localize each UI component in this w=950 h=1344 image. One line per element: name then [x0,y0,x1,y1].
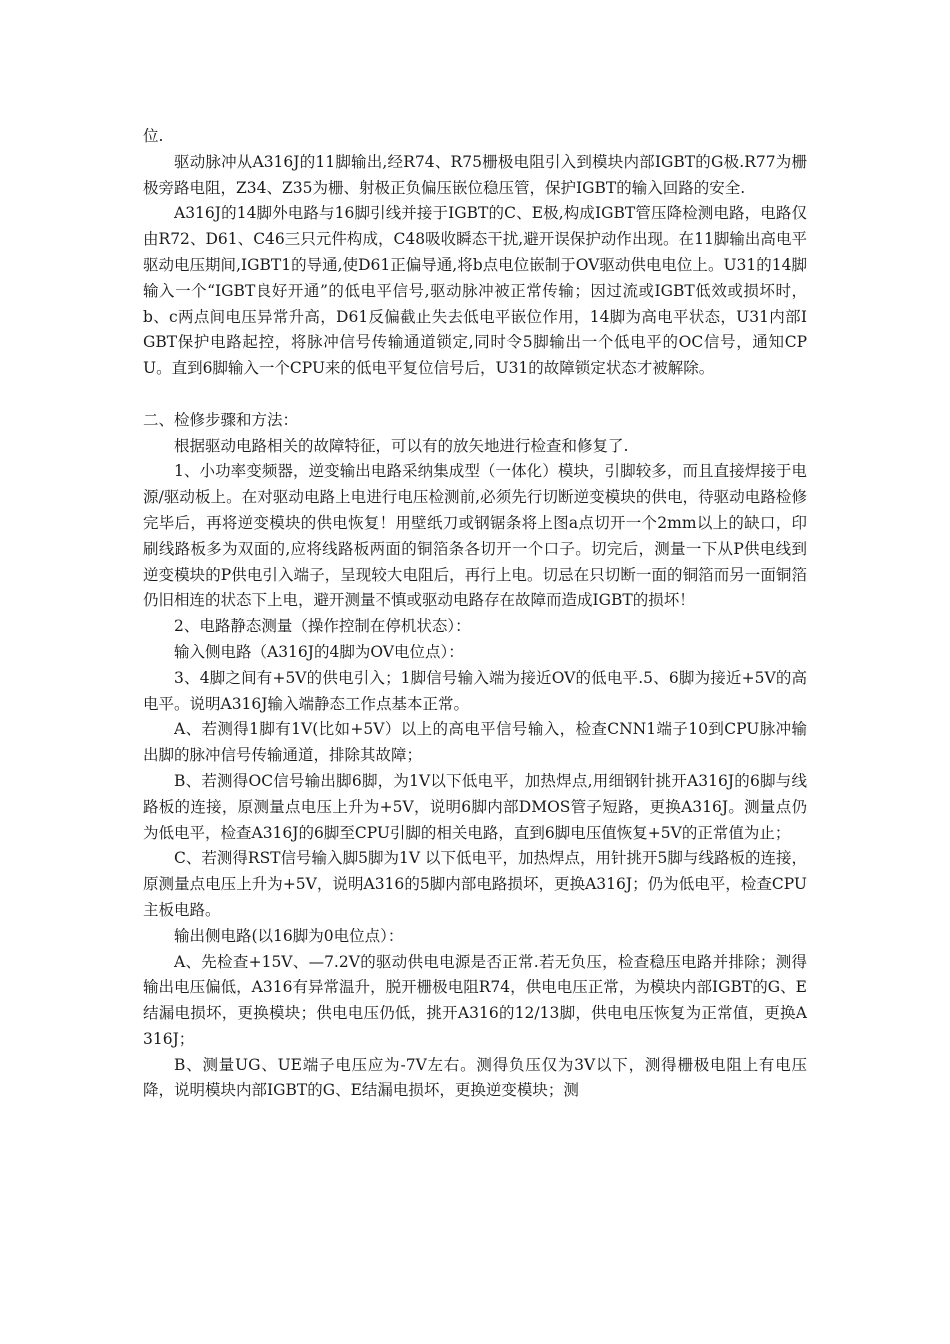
paragraph-output-side: 输出侧电路(以16脚为0电位点）： [174,926,404,945]
paragraph-pins-3-4: 3、4脚之间有+5V的供电引入；1脚信号输入端为接近OV的低电平.5、6脚为接近+5V的高电平。说明A316J输入端静态工作点基本正常。 [143,668,807,713]
paragraph-case-c-input: C、若测得RST信号输入脚5脚为1V 以下低电平，加热焊点，用针挑开5脚与线路板的连接，原测量点电压上升为+5V，说明A316的5脚内部电路损坏，更换A316J；仍为低电平，检查CPU主板电路。 [143,849,807,919]
paragraph-case-a-input: A、若测得1脚有1V(比如+5V）以上的高电平信号输入，检查CNN1端子10到CPU脉冲输出脚的脉冲信号传输通道，排除其故障； [143,720,807,765]
paragraph-continuation: 位. [143,127,164,145]
paragraph-step-1: 1、小功率变频器，逆变输出电路采纳集成型（一体化）模块，引脚较多，而且直接焊接于电源/驱动板上。在对驱动电路上电进行电压检测前,必须先行切断逆变模块的供电，待驱动电路检修完毕后，再将逆变模块的供电恢复！用壁纸刀或钢锯条将上图a点切开一个2mm以上的缺口，印刷线路板多为双面的,应将线路板两面的铜箔条各切开一个口子。切完后，测量一下从P供电线到逆变模块的P供电引入端子，呈现较大电阻后，再行上电。切忌在只切断一面的铜箔而另一面铜箔仍旧相连的状态下上电，避开测量不慎或驱动电路存在故障而造成IGBT的损坏！ [143,462,807,610]
section-heading: 二、检修步骤和方法： [143,410,299,429]
paragraph-case-b-output: B、测量UG、UE端子电压应为-7V左右。测得负压仅为3V以下，测得栅极电阻上有电压降，说明模块内部IGBT的G、E结漏电损坏，更换逆变模块；测 [143,1055,807,1100]
paragraph-pin14-circuit: A316J的14脚外电路与16脚引线并接于IGBT的C、E极,构成IGBT管压降检测电路，电路仅由R72、D61、C46三只元件构成，C48吸收瞬态干扰,避开误保护动作出现。在11脚输出高电平驱动电压期间,IGBT1的导通,使D61正偏导通,将b点电位嵌制于OV驱动供电电位上。U31的14脚输入一个“IGBT良好开通”的低电平信号,驱动脉冲被正常传输；因过流或IGBT低效或损坏时，b、c两点间电压异常升高，D61反偏截止失去低电平嵌位作用，14脚为高电平状态，U31内部IGBT保护电路起控，将脉冲信号传输通道锁定,同时令5脚输出一个低电平的OC信号，通知CPU。直到6脚输入一个CPU来的低电平复位信号后，U31的故障锁定状态才被解除。 [143,204,807,378]
paragraph-drive-pulse: 驱动脉冲从A316J的11脚输出,经R74、R75栅极电阻引入到模块内部IGBT的G极.R77为栅极旁路电阻，Z34、Z35为栅、射极正负偏压嵌位稳压管，保护IGBT的输入回路的安全. [143,152,807,197]
document-body [143,124,807,1104]
paragraph-step-2: 2、电路静态测量（操作控制在停机状态）： [174,617,471,636]
paragraph-intro: 根据驱动电路相关的故障特征，可以有的放矢地进行检查和修复了. [174,436,629,455]
paragraph-case-b-input: B、若测得OC信号输出脚6脚，为1V以下低电平，加热焊点,用细钢针挑开A316J的6脚与线路板的连接，原测量点电压上升为+5V，说明6脚内部DMOS管子短路，更换A316J。测量点仍为低电平，检查A316J的6脚至CPU引脚的相关电路，直到6脚电压值恢复+5V的正常值为止； [143,771,807,842]
blank-line [143,382,807,408]
paragraph-input-side: 输入侧电路（A316J的4脚为OV电位点）： [174,642,464,661]
paragraph-case-a-output: A、先检查+15V、—7.2V的驱动供电电源是否正常.若无负压，检查稳压电路并排除；测得输出电压偏低，A316有异常温升，脱开栅极电阻R74，供电电压正常，为模块内部IGBT的G、E结漏电损坏，更换模块；供电电压仍低，挑开A316的12/13脚，供电电压恢复为正常值，更换A316J； [143,952,807,1048]
